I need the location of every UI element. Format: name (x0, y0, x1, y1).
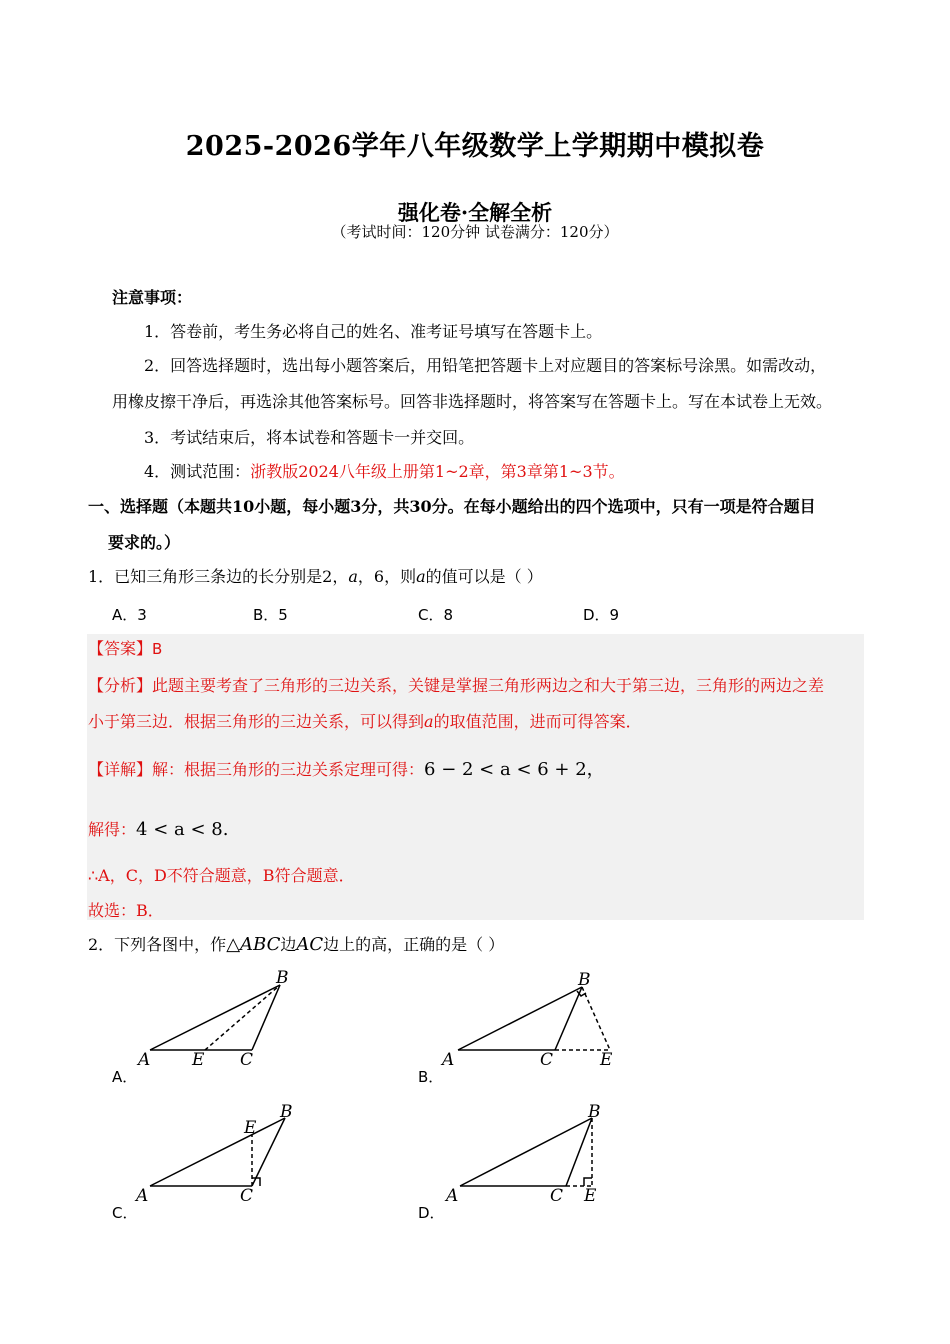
question-2-stem (88, 935, 504, 955)
section-heading-line1: 一、选择题（本题共10小题，每小题3分，共30分。在每小题给出的四个选项中，只有一项是符合题目 (88, 497, 816, 516)
q1-solve (88, 820, 228, 840)
q1-choose: 故选：B． (88, 901, 164, 920)
analysis-text-1: 此题主要考查了三角形的三边关系，关键是掌握三角形两边之和大于第三边，三角形的两边之差 (152, 676, 825, 695)
section-heading-line2: 要求的。） (108, 533, 181, 552)
fig-d-point-label: C (550, 1186, 564, 1206)
fig-a-point-label: C (240, 1050, 254, 1070)
q2-side-ac: AC (296, 934, 324, 955)
q2-triangle: △ABC (226, 934, 281, 955)
detail-text: 解：根据三角形的三边关系定理可得： (152, 760, 425, 779)
figure-d-label: D． (418, 1204, 445, 1222)
q1-option-c: C．8 (418, 606, 454, 624)
q1-answer (88, 639, 162, 659)
question-1-stem (88, 567, 543, 587)
q2-stem-mid: 边 (280, 935, 297, 954)
figure-b-label: B． (418, 1068, 444, 1086)
fig-d-right-angle-mark (584, 1178, 592, 1186)
solve-math: 4 < a < 8. (136, 819, 229, 840)
notice-item-2-line1: 2．回答选择题时，选出每小题答案后，用铅笔把答题卡上对应题目的答案标号涂黑。如需改动， (144, 356, 827, 375)
detail-tag: 【详解】 (88, 760, 153, 779)
notice-item-1: 1．答卷前，考生务必将自己的姓名、准考证号填写在答题卡上。 (144, 322, 603, 341)
page-title: 2025-2026学年八年级数学上学期期中模拟卷 (185, 131, 765, 162)
notice-item-4 (144, 462, 625, 482)
answer-tag: 【答案】 (88, 639, 153, 658)
q1-analysis-line1 (88, 676, 824, 696)
q1-option-d: D．9 (583, 606, 620, 624)
figure-d (420, 1100, 670, 1220)
q1-analysis-line2 (88, 712, 642, 732)
fig-d-point-label: A (446, 1186, 459, 1206)
fig-b-point-label: C (540, 1050, 554, 1070)
analysis-var: a (424, 712, 434, 731)
fig-b-side-ab (458, 987, 582, 1050)
fig-a-side-bc (252, 985, 280, 1050)
fig-d-point-label: E (584, 1186, 597, 1206)
q1-var-a2: a (416, 567, 426, 586)
notice-item-3: 3．考试结束后，将本试卷和答题卡一并交回。 (144, 428, 475, 447)
q1-detail (88, 760, 605, 780)
analysis-tag: 【分析】 (88, 676, 153, 695)
analysis-text-2-suffix: 的取值范围，进而可得答案． (433, 712, 642, 731)
fig-c-side-ab (150, 1118, 285, 1186)
fig-b-point-label: E (600, 1050, 613, 1070)
q1-option-b: B．5 (253, 606, 288, 624)
figure-b (420, 965, 670, 1085)
fig-c-point-label: E (244, 1118, 257, 1138)
detail-math: 6 − 2 < a < 6 + 2， (424, 759, 605, 780)
q1-stem-suffix: 的值可以是（ ） (425, 567, 543, 586)
fig-b-dashed-be (582, 987, 610, 1050)
figure-c (100, 1100, 350, 1220)
fig-a-point-label: E (192, 1050, 205, 1070)
fig-c-point-label: B (280, 1102, 293, 1122)
exam-info: （考试时间：120分钟 试卷满分：120分） (331, 223, 619, 241)
test-scope: 浙教版2024八年级上册第1~2章，第3章第1~3节。 (250, 462, 625, 481)
q1-stem-middle: ，6，则 (357, 567, 417, 586)
figure-c-label: C． (112, 1204, 138, 1222)
fig-a-point-label: A (138, 1050, 151, 1070)
fig-b-point-label: B (578, 970, 591, 990)
fig-a-side-ab (150, 985, 280, 1050)
solve-text: 解得： (88, 820, 137, 839)
q2-stem-suffix: 边上的高，正确的是（ ） (323, 935, 505, 954)
fig-d-side-bc (566, 1118, 592, 1186)
q1-therefore: ∴A，C，D不符合题意，B符合题意． (88, 866, 355, 885)
notice-heading: 注意事项： (112, 288, 193, 307)
q1-stem-prefix: 1．已知三角形三条边的长分别是2， (88, 567, 349, 586)
fig-c-point-label: C (240, 1186, 254, 1206)
q2-stem-prefix: 2．下列各图中，作 (88, 935, 227, 954)
fig-c-point-label: A (136, 1186, 149, 1206)
fig-a-point-label: B (276, 968, 289, 988)
fig-d-point-label: B (588, 1102, 601, 1122)
fig-b-point-label: A (442, 1050, 455, 1070)
q1-option-a: A．3 (112, 606, 147, 624)
analysis-text-2-prefix: 小于第三边．根据三角形的三边关系，可以得到 (88, 712, 425, 731)
q1-var-a: a (348, 567, 358, 586)
figure-a-label: A． (112, 1068, 138, 1086)
fig-c-side-bc (252, 1118, 285, 1186)
figure-a (100, 965, 350, 1085)
answer-value: B (152, 640, 163, 658)
notice-item-4-prefix: 4．测试范围： (144, 462, 251, 481)
notice-item-2-line2: 用橡皮擦干净后，再选涂其他答案标号。回答非选择题时，将答案写在答题卡上。写在本试卷上无效。 (112, 392, 833, 411)
fig-d-side-ab (460, 1118, 592, 1186)
page-subtitle: 强化卷·全解全析 (397, 200, 553, 225)
fig-b-side-bc (555, 987, 582, 1050)
